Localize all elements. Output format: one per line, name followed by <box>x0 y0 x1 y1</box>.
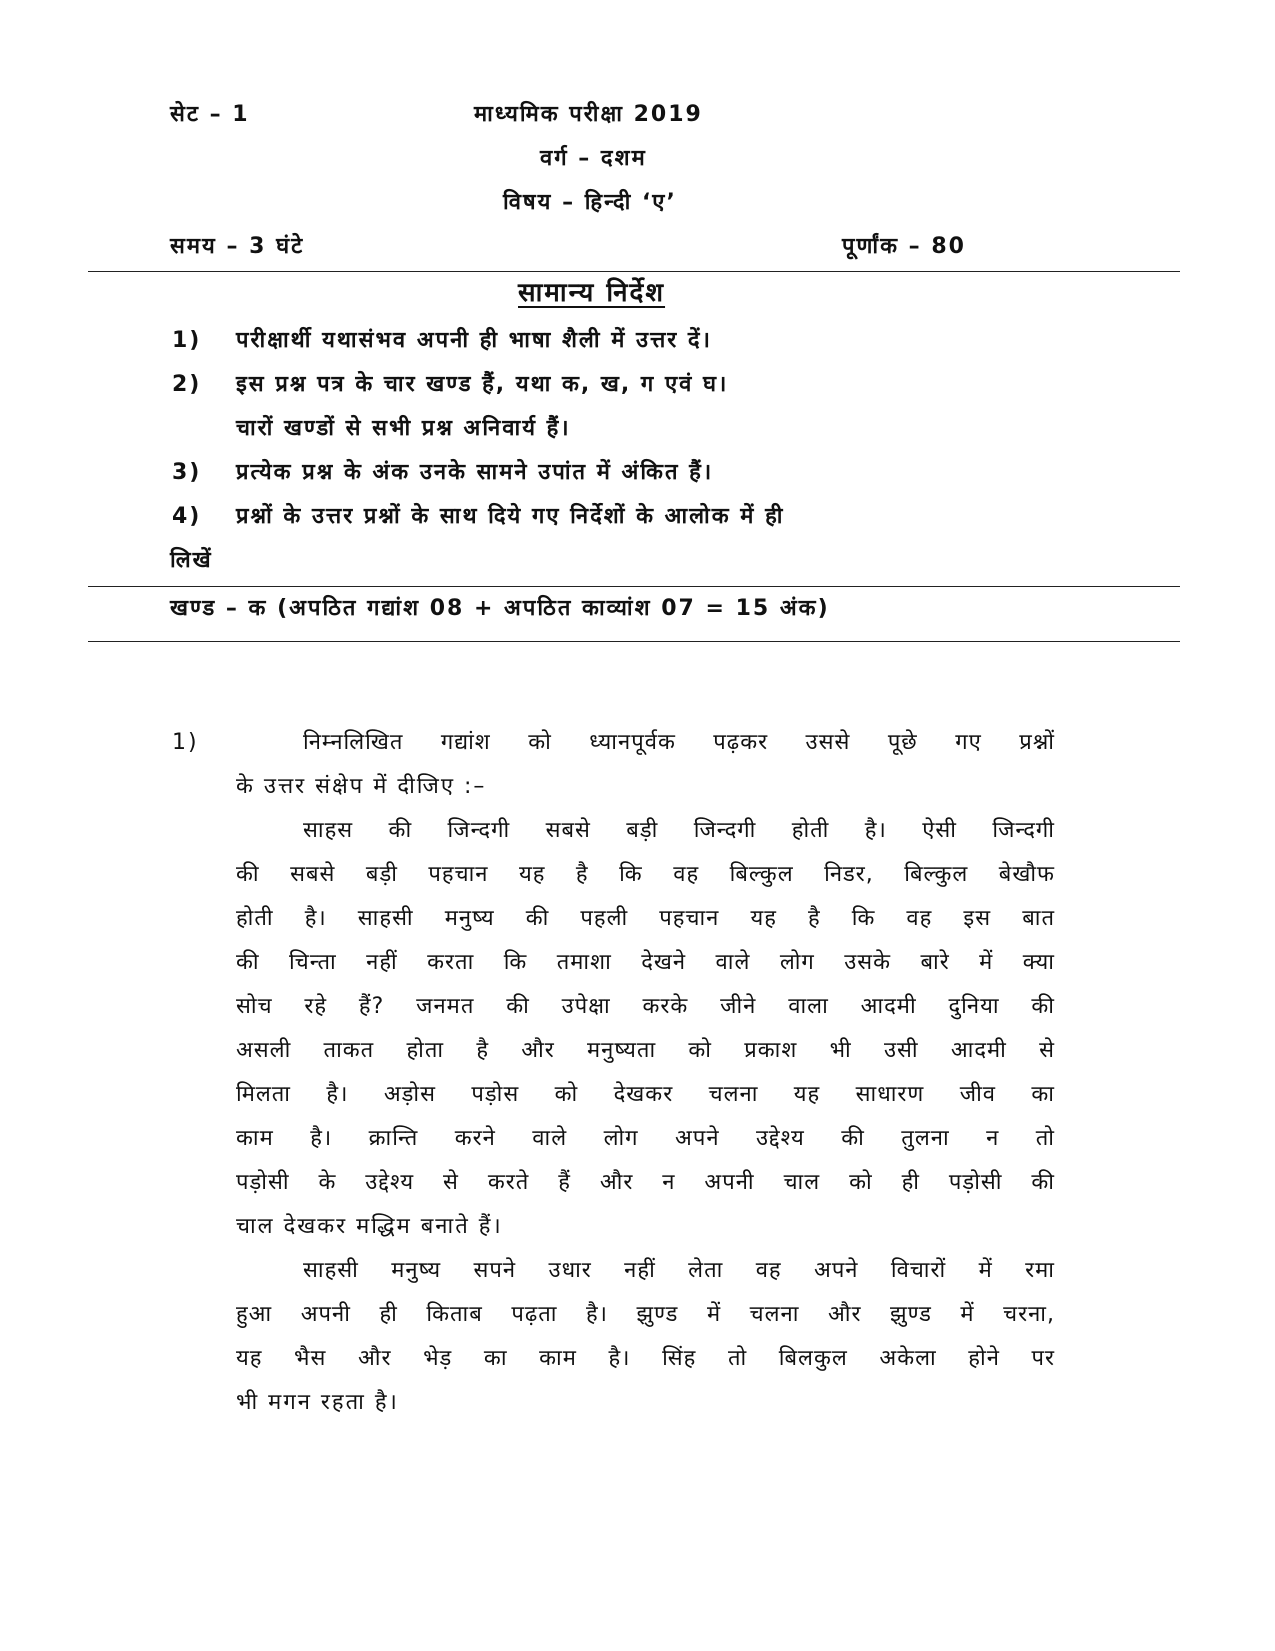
instruction-1-text: परीक्षार्थी यथासंभव अपनी ही भाषा शैली में उत्तर दें। <box>236 328 712 353</box>
passage-para2-line-1: साहसी मनुष्य सपने उधार नहीं लेता वह अपने विचारों में रमा <box>303 1258 1055 1283</box>
marks-line: पूर्णांक – 80 <box>842 234 966 259</box>
instruction-4-text: प्रश्नों के उत्तर प्रश्नों के साथ दिये गए निर्देशों के आलोक में ही <box>236 504 785 529</box>
instruction-2-text: इस प्रश्न पत्र के चार खण्ड हैं, यथा क, ख, ग एवं घ। <box>236 372 729 397</box>
instruction-3-number: 3) <box>172 460 202 485</box>
passage-para1-line-5: सोच रहे हैं? जनमत की उपेक्षा करके जीने वाला आदमी दुनिया की <box>236 994 1055 1019</box>
section-divider <box>88 641 1180 642</box>
exam-title: माध्यमिक परीक्षा 2019 <box>474 102 703 127</box>
instructions-title: सामान्य निर्देश <box>518 278 666 308</box>
passage-para2-line-2: हुआ अपनी ही किताब पढ़ता है। झुण्ड में चलना और झुण्ड में चरना, <box>236 1302 1055 1327</box>
class-line: वर्ग – दशम <box>540 146 647 171</box>
instructions-divider <box>88 586 1180 587</box>
passage-para1-line-2: की सबसे बड़ी पहचान यह है कि वह बिल्कुल निडर, बिल्कुल बेखौफ <box>236 862 1055 887</box>
passage-para1-line-8: काम है। क्रान्ति करने वाले लोग अपने उद्देश्य की तुलना न तो <box>236 1126 1055 1151</box>
time-line: समय – 3 घंटे <box>170 234 305 259</box>
header-divider <box>88 271 1180 272</box>
passage-para1-line-7: मिलता है। अड़ोस पड़ोस को देखकर चलना यह साधारण जीव का <box>236 1082 1055 1107</box>
passage-para2-line-3: यह भैस और भेड़ का काम है। सिंह तो बिलकुल अकेला होने पर <box>236 1346 1055 1371</box>
passage-para1-line-4: की चिन्ता नहीं करता कि तमाशा देखने वाले लोग उसके बारे में क्या <box>236 950 1055 975</box>
instruction-2-continuation: चारों खण्डों से सभी प्रश्न अनिवार्य हैं। <box>236 416 571 441</box>
passage-para1-line-1: साहस की जिन्दगी सबसे बड़ी जिन्दगी होती है। ऐसी जिन्दगी <box>303 818 1055 843</box>
instruction-4-number: 4) <box>172 504 202 529</box>
instruction-1-number: 1) <box>172 328 202 353</box>
passage-para1-line-9: पड़ोसी के उद्देश्य से करते हैं और न अपनी चाल को ही पड़ोसी की <box>236 1170 1055 1195</box>
instruction-3-text: प्रत्येक प्रश्न के अंक उनके सामने उपांत में अंकित हैं। <box>236 460 714 485</box>
passage-para2-line-4: भी मगन रहता है। <box>236 1390 399 1415</box>
question-1-prompt-line-2: के उत्तर संक्षेप में दीजिए :– <box>236 774 487 799</box>
instruction-4-continuation: लिखें <box>170 548 213 573</box>
section-title: खण्ड – क (अपठित गद्यांश 08 + अपठित काव्यांश 07 = 15 अंक) <box>170 596 830 621</box>
subject-line: विषय – हिन्दी ‘ए’ <box>503 190 677 215</box>
passage-para1-line-10: चाल देखकर मद्धिम बनाते हैं। <box>236 1214 503 1239</box>
instruction-2-number: 2) <box>172 372 202 397</box>
question-1-number: 1) <box>172 730 199 755</box>
question-1-prompt-line-1: निम्नलिखित गद्यांश को ध्यानपूर्वक पढ़कर उससे पूछे गए प्रश्नों <box>303 730 1055 755</box>
passage-para1-line-3: होती है। साहसी मनुष्य की पहली पहचान यह है कि वह इस बात <box>236 906 1055 931</box>
passage-para1-line-6: असली ताकत होता है और मनुष्यता को प्रकाश भी उसी आदमी से <box>236 1038 1055 1063</box>
set-label: सेट – 1 <box>170 102 250 127</box>
